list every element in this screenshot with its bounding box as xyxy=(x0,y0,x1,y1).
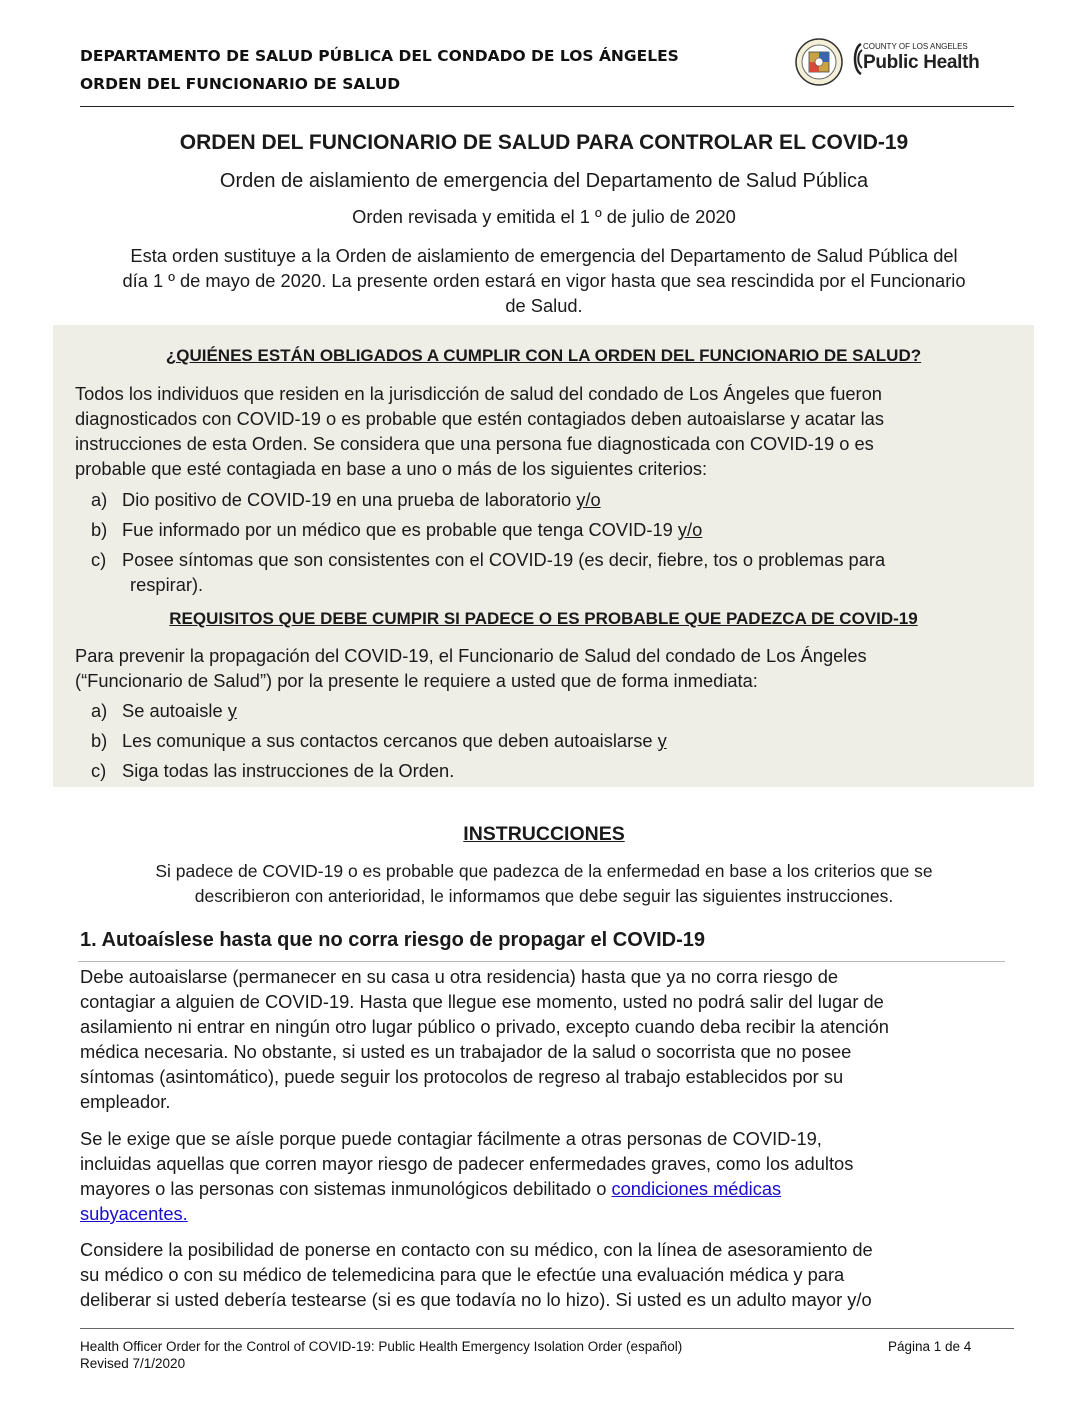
instructions-intro xyxy=(60,859,1028,909)
paragraph-line: médica necesaria. No obstante, si usted es un trabajador de la salud o socorrista que no posee xyxy=(80,1041,852,1062)
paragraph-line: Debe autoaislarse (permanecer en su casa u otra residencia) hasta que ya no corra riesgo de xyxy=(80,966,839,987)
who-must-comply-heading: ¿QUIÉNES ESTÁN OBLIGADOS A CUMPLIR CON LA ORDEN DEL FUNCIONARIO DE SALUD? xyxy=(165,346,922,365)
underlying-conditions-link-cont[interactable]: subyacentes. xyxy=(80,1203,188,1224)
paragraph-line: contagiar a alguien de COVID-19. Hasta que llegue ese momento, usted no podrá salir del lugar de xyxy=(80,991,884,1012)
criteria-conjunction: y/o xyxy=(576,489,601,510)
supersedes-line: Esta orden sustituye a la Orden de aislamiento de emergencia del Departamento de Salud Pública del xyxy=(130,245,958,266)
requirement-item xyxy=(91,698,237,723)
supersedes-line: día 1 º de mayo de 2020. La presente orden estará en vigor hasta que sea rescindida por el Funcionario xyxy=(122,270,966,291)
paragraph-line: asilamiento ni entrar en ningún otro lugar público o privado, excepto cuando deba recibir la atención xyxy=(80,1016,889,1037)
requirement-text: Se autoaisle xyxy=(122,700,228,721)
list-marker: a) xyxy=(91,489,108,510)
req-intro-line: Para prevenir la propagación del COVID-19, el Funcionario de Salud del condado de Los Ángeles xyxy=(75,645,867,666)
section-1-paragraph-1 xyxy=(80,964,1020,1114)
paragraph-text: mayores o las personas con sistemas inmunológicos debilitado o xyxy=(80,1178,612,1199)
county-seal-icon xyxy=(795,38,843,86)
paragraph-line xyxy=(80,1201,1020,1226)
list-marker: b) xyxy=(91,519,108,540)
list-marker: c) xyxy=(91,549,107,570)
intro-line: instrucciones de esta Orden. Se considera que una persona fue diagnosticada con COVID-19 o es xyxy=(75,433,874,454)
section-1-paragraph-3 xyxy=(80,1237,1020,1312)
criteria-item xyxy=(91,487,601,512)
requirement-conjunction: y xyxy=(227,700,237,721)
paragraph-line: su médico o con su médico de telemedicina para que le efectúe una evaluación médica y para xyxy=(80,1264,845,1285)
footer-line: Revised 7/1/2020 xyxy=(80,1356,186,1371)
section-1-title: 1. Autoaíslese hasta que no corra riesgo de propagar el COVID-19 xyxy=(80,929,705,951)
requirement-item xyxy=(91,728,667,753)
instructions-intro-line: describieron con anterioridad, le informamos que debe seguir las siguientes instrucciones. xyxy=(194,886,894,906)
criteria-text: Fue informado por un médico que es probable que tenga COVID-19 xyxy=(122,519,678,540)
requirement-conjunction: y xyxy=(657,730,667,751)
section-1-paragraph-2 xyxy=(80,1126,1020,1226)
criteria-text: Dio positivo de COVID-19 en una prueba de laboratorio xyxy=(122,489,577,510)
revised-date: Orden revisada y emitida el 1 º de julio de 2020 xyxy=(352,206,736,227)
req-intro-line: (“Funcionario de Salud”) por la presente le requiere a usted que de forma inmediata: xyxy=(75,670,758,691)
page-number: Página 1 de 4 xyxy=(888,1339,972,1354)
requirement-item xyxy=(91,758,454,783)
requirements-heading: REQUISITOS QUE DEBE CUMPIR SI PADECE O ES PROBABLE QUE PADEZCA DE COVID-19 xyxy=(169,609,918,628)
requirement-text: Les comunique a sus contactos cercanos que deben autoaislarse xyxy=(122,730,658,751)
public-health-mark-icon xyxy=(851,42,863,76)
instructions-intro-line: Si padece de COVID-19 o es probable que padezca de la enfermedad en base a los criterios que se xyxy=(155,861,933,881)
intro-line: diagnosticados con COVID-19 o es probable que estén contagiados deben autoaislarse y acatar las xyxy=(75,408,884,429)
intro-line: Todos los individuos que residen en la jurisdicción de salud del condado de Los Ángeles que fueron xyxy=(75,383,882,404)
logo-public-health-text: Public Health xyxy=(863,52,980,73)
paragraph-line: síntomas (asintomático), puede seguir los protocolos de regreso al trabajo establecidos por su xyxy=(80,1066,844,1087)
who-must-comply-intro xyxy=(75,381,1015,481)
instructions-heading: INSTRUCCIONES xyxy=(463,823,625,845)
logo-county-text: COUNTY OF LOS ANGELES xyxy=(863,42,968,51)
list-marker: b) xyxy=(91,730,108,751)
paragraph-line xyxy=(80,1176,1020,1201)
section-1-divider xyxy=(78,961,1005,962)
supersedes-line: de Salud. xyxy=(505,295,583,316)
page-title: ORDEN DEL FUNCIONARIO DE SALUD PARA CONTROLAR EL COVID-19 xyxy=(179,131,909,154)
requirements-intro xyxy=(75,643,1015,693)
criteria-conjunction: y/o xyxy=(677,519,703,540)
criteria-text: Posee síntomas que son consistentes con el COVID-19 (es decir, fiebre, tos o problemas para xyxy=(122,549,886,570)
paragraph-line: empleador. xyxy=(80,1091,171,1112)
paragraph-line: deliberar si usted debería testearse (si es que todavía no lo hizo). Si usted es un adulto mayor y/o xyxy=(80,1289,872,1310)
criteria-item xyxy=(91,547,885,572)
footer-line: Health Officer Order for the Control of COVID-19: Public Health Emergency Isolation Order (español) xyxy=(80,1339,683,1354)
criteria-continuation: respirar). xyxy=(130,574,204,595)
footer-text xyxy=(80,1338,682,1372)
requirement-text: Siga todas las instrucciones de la Orden. xyxy=(122,760,455,781)
paragraph-line: incluidas aquellas que corren mayor riesgo de padecer enfermedades graves, como los adultos xyxy=(80,1153,854,1174)
header-order: ORDEN DEL FUNCIONARIO DE SALUD xyxy=(80,75,401,93)
criteria-item xyxy=(91,517,702,542)
list-marker: c) xyxy=(91,760,107,781)
list-marker: a) xyxy=(91,700,108,721)
logo-group xyxy=(795,38,1005,90)
paragraph-line: Considere la posibilidad de ponerse en contacto con su médico, con la línea de asesoramiento de xyxy=(80,1239,873,1260)
paragraph-line: Se le exige que se aísle porque puede contagiar fácilmente a otras personas de COVID-19, xyxy=(80,1128,822,1149)
underlying-conditions-link[interactable]: condiciones médicas xyxy=(611,1178,782,1199)
subtitle: Orden de aislamiento de emergencia del Departamento de Salud Pública xyxy=(219,170,869,192)
supersedes-note xyxy=(60,243,1028,318)
header-divider xyxy=(80,106,1014,107)
intro-line: probable que esté contagiada en base a uno o más de los siguientes criterios: xyxy=(75,458,708,479)
footer-divider xyxy=(80,1328,1014,1329)
header-department: DEPARTAMENTO DE SALUD PÚBLICA DEL CONDADO DE LOS ÁNGELES xyxy=(80,47,679,65)
